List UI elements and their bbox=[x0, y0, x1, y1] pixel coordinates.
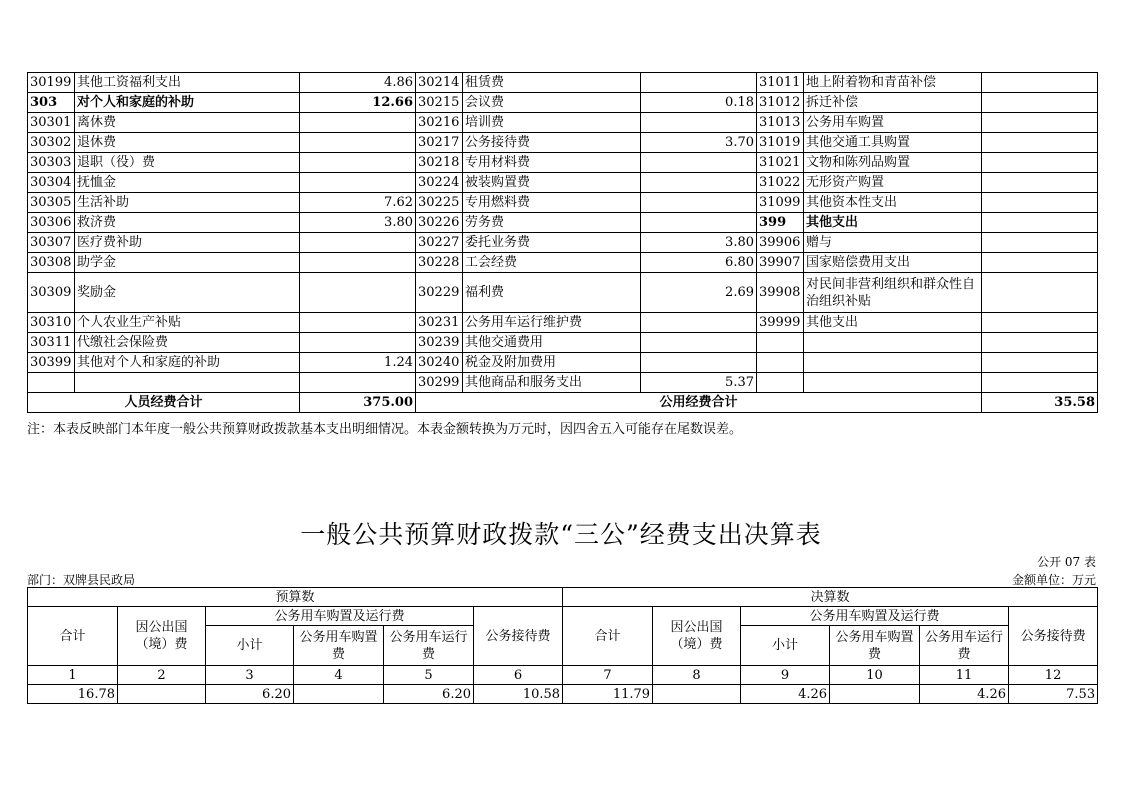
cell-name-2: 工会经费 bbox=[463, 253, 641, 273]
page-title: 一般公共预算财政拨款“三公”经费支出决算表 bbox=[300, 520, 822, 549]
cell-name-2: 其他商品和服务支出 bbox=[463, 373, 641, 393]
table-row bbox=[28, 273, 1098, 313]
cell-name-1 bbox=[75, 373, 300, 393]
table-row bbox=[28, 373, 1098, 393]
cell-name-1: 抚恤金 bbox=[75, 173, 300, 193]
cell-name-1: 奖励金 bbox=[75, 273, 300, 313]
cell-value-1 bbox=[300, 253, 416, 273]
table-row bbox=[28, 193, 1098, 213]
final-vehicle-group-header: 公务用车购置及运行费 bbox=[741, 607, 1009, 626]
cell-value-3 bbox=[982, 353, 1098, 373]
cell-code-2: 30218 bbox=[416, 153, 463, 173]
cell-code-3: 39906 bbox=[757, 233, 804, 253]
cell-value-1: 4.86 bbox=[300, 73, 416, 93]
cell-value-2 bbox=[641, 193, 757, 213]
amount-cell: 11.79 bbox=[563, 685, 653, 704]
cell-code-2: 30228 bbox=[416, 253, 463, 273]
cell-code-1: 30303 bbox=[28, 153, 75, 173]
final-header: 决算数 bbox=[563, 588, 1098, 607]
cell-code-1: 30302 bbox=[28, 133, 75, 153]
table-row bbox=[28, 353, 1098, 373]
cell-value-1 bbox=[300, 273, 416, 313]
cell-value-3 bbox=[982, 173, 1098, 193]
cell-code-3: 31012 bbox=[757, 93, 804, 113]
table-row bbox=[28, 113, 1098, 133]
table-note: 注：本表反映部门本年度一般公共预算财政拨款基本支出明细情况。本表金额转换为万元时，因四舍五入可能存在尾数误差。 bbox=[27, 422, 743, 437]
cell-name-2: 被装购置费 bbox=[463, 173, 641, 193]
budget-vehicle-purchase-header: 公务用车购置费 bbox=[294, 626, 384, 666]
cell-value-3 bbox=[982, 233, 1098, 253]
cell-name-3 bbox=[804, 333, 982, 353]
amount-cell: 6.20 bbox=[206, 685, 294, 704]
cell-code-3: 31011 bbox=[757, 73, 804, 93]
cell-name-2: 会议费 bbox=[463, 93, 641, 113]
cell-name-1: 退休费 bbox=[75, 133, 300, 153]
column-number: 3 bbox=[206, 666, 294, 685]
value-row bbox=[28, 685, 1098, 704]
cell-code-3: 31021 bbox=[757, 153, 804, 173]
cell-value-2: 2.69 bbox=[641, 273, 757, 313]
cell-code-3: 31019 bbox=[757, 133, 804, 153]
column-number: 6 bbox=[474, 666, 563, 685]
cell-code-2: 30217 bbox=[416, 133, 463, 153]
final-subtotal-header: 小计 bbox=[741, 626, 830, 666]
cell-code-2: 30239 bbox=[416, 333, 463, 353]
cell-name-3: 国家赔偿费用支出 bbox=[804, 253, 982, 273]
cell-name-1: 生活补助 bbox=[75, 193, 300, 213]
final-total-header: 合计 bbox=[563, 607, 653, 666]
cell-value-3 bbox=[982, 193, 1098, 213]
cell-value-3 bbox=[982, 273, 1098, 313]
cell-code-1: 303 bbox=[28, 93, 75, 113]
cell-value-1 bbox=[300, 333, 416, 353]
cell-code-3: 399 bbox=[757, 213, 804, 233]
cell-code-2: 30224 bbox=[416, 173, 463, 193]
cell-code-1: 30307 bbox=[28, 233, 75, 253]
cell-value-1 bbox=[300, 113, 416, 133]
cell-code-2: 30225 bbox=[416, 193, 463, 213]
cell-value-2 bbox=[641, 113, 757, 133]
column-number: 12 bbox=[1009, 666, 1098, 685]
column-number-row bbox=[28, 666, 1098, 685]
cell-code-1: 30311 bbox=[28, 333, 75, 353]
cell-name-3 bbox=[804, 373, 982, 393]
cell-name-3: 文物和陈列品购置 bbox=[804, 153, 982, 173]
cell-value-1 bbox=[300, 233, 416, 253]
budget-total-header: 合计 bbox=[28, 607, 118, 666]
cell-name-3: 地上附着物和青苗补偿 bbox=[804, 73, 982, 93]
cell-value-3 bbox=[982, 333, 1098, 353]
cell-name-3: 其他支出 bbox=[804, 213, 982, 233]
cell-name-2: 其他交通费用 bbox=[463, 333, 641, 353]
table-row bbox=[28, 173, 1098, 193]
cell-code-3: 39907 bbox=[757, 253, 804, 273]
cell-code-1: 30310 bbox=[28, 313, 75, 333]
cell-code-1: 30309 bbox=[28, 273, 75, 313]
cell-value-2 bbox=[641, 73, 757, 93]
cell-value-1 bbox=[300, 153, 416, 173]
cell-code-1: 30304 bbox=[28, 173, 75, 193]
cell-value-1 bbox=[300, 373, 416, 393]
cell-name-2: 租赁费 bbox=[463, 73, 641, 93]
cell-name-2: 公务接待费 bbox=[463, 133, 641, 153]
cell-name-2: 专用材料费 bbox=[463, 153, 641, 173]
cell-code-1: 30305 bbox=[28, 193, 75, 213]
table-row bbox=[28, 233, 1098, 253]
budget-abroad-header: 因公出国（境）费 bbox=[118, 607, 206, 666]
cell-value-3 bbox=[982, 253, 1098, 273]
cell-name-3: 拆迁补偿 bbox=[804, 93, 982, 113]
form-number: 公开 07 表 bbox=[1037, 555, 1096, 569]
cell-name-1: 其他工资福利支出 bbox=[75, 73, 300, 93]
cell-value-1 bbox=[300, 173, 416, 193]
table-row bbox=[28, 93, 1098, 113]
total-personnel-label: 人员经费合计 bbox=[28, 393, 300, 413]
cell-value-2 bbox=[641, 213, 757, 233]
cell-value-1: 7.62 bbox=[300, 193, 416, 213]
cell-name-1: 助学金 bbox=[75, 253, 300, 273]
cell-value-3 bbox=[982, 373, 1098, 393]
budget-vehicle-run-header: 公务用车运行费 bbox=[384, 626, 474, 666]
cell-code-3: 39999 bbox=[757, 313, 804, 333]
cell-code-2: 30231 bbox=[416, 313, 463, 333]
column-number: 10 bbox=[830, 666, 920, 685]
amount-cell: 4.26 bbox=[920, 685, 1009, 704]
cell-value-2 bbox=[641, 313, 757, 333]
three-public-table bbox=[27, 587, 1098, 704]
cell-name-3: 无形资产购置 bbox=[804, 173, 982, 193]
basic-expenditure-body bbox=[28, 73, 1098, 393]
table-row bbox=[28, 333, 1098, 353]
cell-code-3: 31022 bbox=[757, 173, 804, 193]
cell-name-3: 其他支出 bbox=[804, 313, 982, 333]
column-number: 4 bbox=[294, 666, 384, 685]
cell-code-3: 39908 bbox=[757, 273, 804, 313]
column-number: 8 bbox=[653, 666, 741, 685]
cell-value-3 bbox=[982, 213, 1098, 233]
cell-value-3 bbox=[982, 73, 1098, 93]
cell-name-2: 委托业务费 bbox=[463, 233, 641, 253]
budget-header: 预算数 bbox=[28, 588, 563, 607]
cell-name-2: 劳务费 bbox=[463, 213, 641, 233]
cell-name-2: 专用燃料费 bbox=[463, 193, 641, 213]
column-number: 9 bbox=[741, 666, 830, 685]
cell-code-1: 30199 bbox=[28, 73, 75, 93]
cell-value-2 bbox=[641, 173, 757, 193]
cell-code-2: 30229 bbox=[416, 273, 463, 313]
column-number: 11 bbox=[920, 666, 1009, 685]
amount-cell bbox=[653, 685, 741, 704]
amount-cell bbox=[118, 685, 206, 704]
cell-code-3: 31099 bbox=[757, 193, 804, 213]
cell-name-1: 个人农业生产补贴 bbox=[75, 313, 300, 333]
cell-name-3: 赠与 bbox=[804, 233, 982, 253]
table-row bbox=[28, 153, 1098, 173]
cell-code-2: 30214 bbox=[416, 73, 463, 93]
table-row bbox=[28, 213, 1098, 233]
cell-code-2: 30215 bbox=[416, 93, 463, 113]
cell-code-1: 30306 bbox=[28, 213, 75, 233]
total-public-label: 公用经费合计 bbox=[416, 393, 982, 413]
final-vehicle-purchase-header: 公务用车购置费 bbox=[830, 626, 920, 666]
column-number: 7 bbox=[563, 666, 653, 685]
table-row bbox=[28, 313, 1098, 333]
column-number: 2 bbox=[118, 666, 206, 685]
cell-code-3 bbox=[757, 333, 804, 353]
cell-name-1: 其他对个人和家庭的补助 bbox=[75, 353, 300, 373]
cell-name-1: 离休费 bbox=[75, 113, 300, 133]
cell-code-1: 30301 bbox=[28, 113, 75, 133]
column-number: 1 bbox=[28, 666, 118, 685]
table-row bbox=[28, 73, 1098, 93]
column-number: 5 bbox=[384, 666, 474, 685]
cell-name-1: 医疗费补助 bbox=[75, 233, 300, 253]
cell-code-1 bbox=[28, 373, 75, 393]
cell-name-1: 对个人和家庭的补助 bbox=[75, 93, 300, 113]
amount-cell bbox=[294, 685, 384, 704]
cell-name-3: 对民间非营利组织和群众性自治组织补贴 bbox=[804, 273, 982, 313]
amount-cell: 6.20 bbox=[384, 685, 474, 704]
cell-value-2 bbox=[641, 153, 757, 173]
cell-value-2: 5.37 bbox=[641, 373, 757, 393]
cell-code-2: 30227 bbox=[416, 233, 463, 253]
cell-code-2: 30299 bbox=[416, 373, 463, 393]
cell-value-1 bbox=[300, 313, 416, 333]
cell-value-2: 0.18 bbox=[641, 93, 757, 113]
cell-value-2: 3.70 bbox=[641, 133, 757, 153]
department-label: 部门：双牌县民政局 bbox=[27, 573, 136, 587]
cell-name-2: 培训费 bbox=[463, 113, 641, 133]
cell-name-3: 其他交通工具购置 bbox=[804, 133, 982, 153]
cell-value-3 bbox=[982, 313, 1098, 333]
amount-cell: 4.26 bbox=[741, 685, 830, 704]
cell-code-3: 31013 bbox=[757, 113, 804, 133]
total-row bbox=[28, 393, 1098, 413]
cell-value-2 bbox=[641, 333, 757, 353]
amount-cell: 16.78 bbox=[28, 685, 118, 704]
cell-name-2: 福利费 bbox=[463, 273, 641, 313]
budget-reception-header: 公务接待费 bbox=[474, 607, 563, 666]
cell-code-2: 30240 bbox=[416, 353, 463, 373]
amount-cell: 7.53 bbox=[1009, 685, 1098, 704]
cell-name-2: 公务用车运行维护费 bbox=[463, 313, 641, 333]
cell-value-2: 6.80 bbox=[641, 253, 757, 273]
cell-value-3 bbox=[982, 153, 1098, 173]
amount-cell: 10.58 bbox=[474, 685, 563, 704]
cell-code-3 bbox=[757, 353, 804, 373]
cell-name-3: 其他资本性支出 bbox=[804, 193, 982, 213]
cell-value-2: 3.80 bbox=[641, 233, 757, 253]
unit-label: 金额单位：万元 bbox=[1011, 573, 1096, 587]
basic-expenditure-table bbox=[27, 72, 1098, 413]
cell-name-3 bbox=[804, 353, 982, 373]
amount-cell bbox=[830, 685, 920, 704]
cell-code-2: 30216 bbox=[416, 113, 463, 133]
final-reception-header: 公务接待费 bbox=[1009, 607, 1098, 666]
cell-name-2: 税金及附加费用 bbox=[463, 353, 641, 373]
cell-code-1: 30308 bbox=[28, 253, 75, 273]
cell-code-3 bbox=[757, 373, 804, 393]
cell-name-1: 退职（役）费 bbox=[75, 153, 300, 173]
cell-code-1: 30399 bbox=[28, 353, 75, 373]
cell-value-2 bbox=[641, 353, 757, 373]
budget-subtotal-header: 小计 bbox=[206, 626, 294, 666]
total-personnel-value: 375.00 bbox=[300, 393, 416, 413]
cell-value-1: 3.80 bbox=[300, 213, 416, 233]
cell-value-3 bbox=[982, 113, 1098, 133]
cell-code-2: 30226 bbox=[416, 213, 463, 233]
cell-value-1: 12.66 bbox=[300, 93, 416, 113]
cell-name-1: 救济费 bbox=[75, 213, 300, 233]
final-vehicle-run-header: 公务用车运行费 bbox=[920, 626, 1009, 666]
cell-value-1 bbox=[300, 133, 416, 153]
final-abroad-header: 因公出国（境）费 bbox=[653, 607, 741, 666]
cell-value-3 bbox=[982, 133, 1098, 153]
cell-name-3: 公务用车购置 bbox=[804, 113, 982, 133]
cell-value-3 bbox=[982, 93, 1098, 113]
table-row bbox=[28, 253, 1098, 273]
total-public-value: 35.58 bbox=[982, 393, 1098, 413]
budget-vehicle-group-header: 公务用车购置及运行费 bbox=[206, 607, 474, 626]
table-row bbox=[28, 133, 1098, 153]
cell-name-1: 代缴社会保险费 bbox=[75, 333, 300, 353]
cell-value-1: 1.24 bbox=[300, 353, 416, 373]
